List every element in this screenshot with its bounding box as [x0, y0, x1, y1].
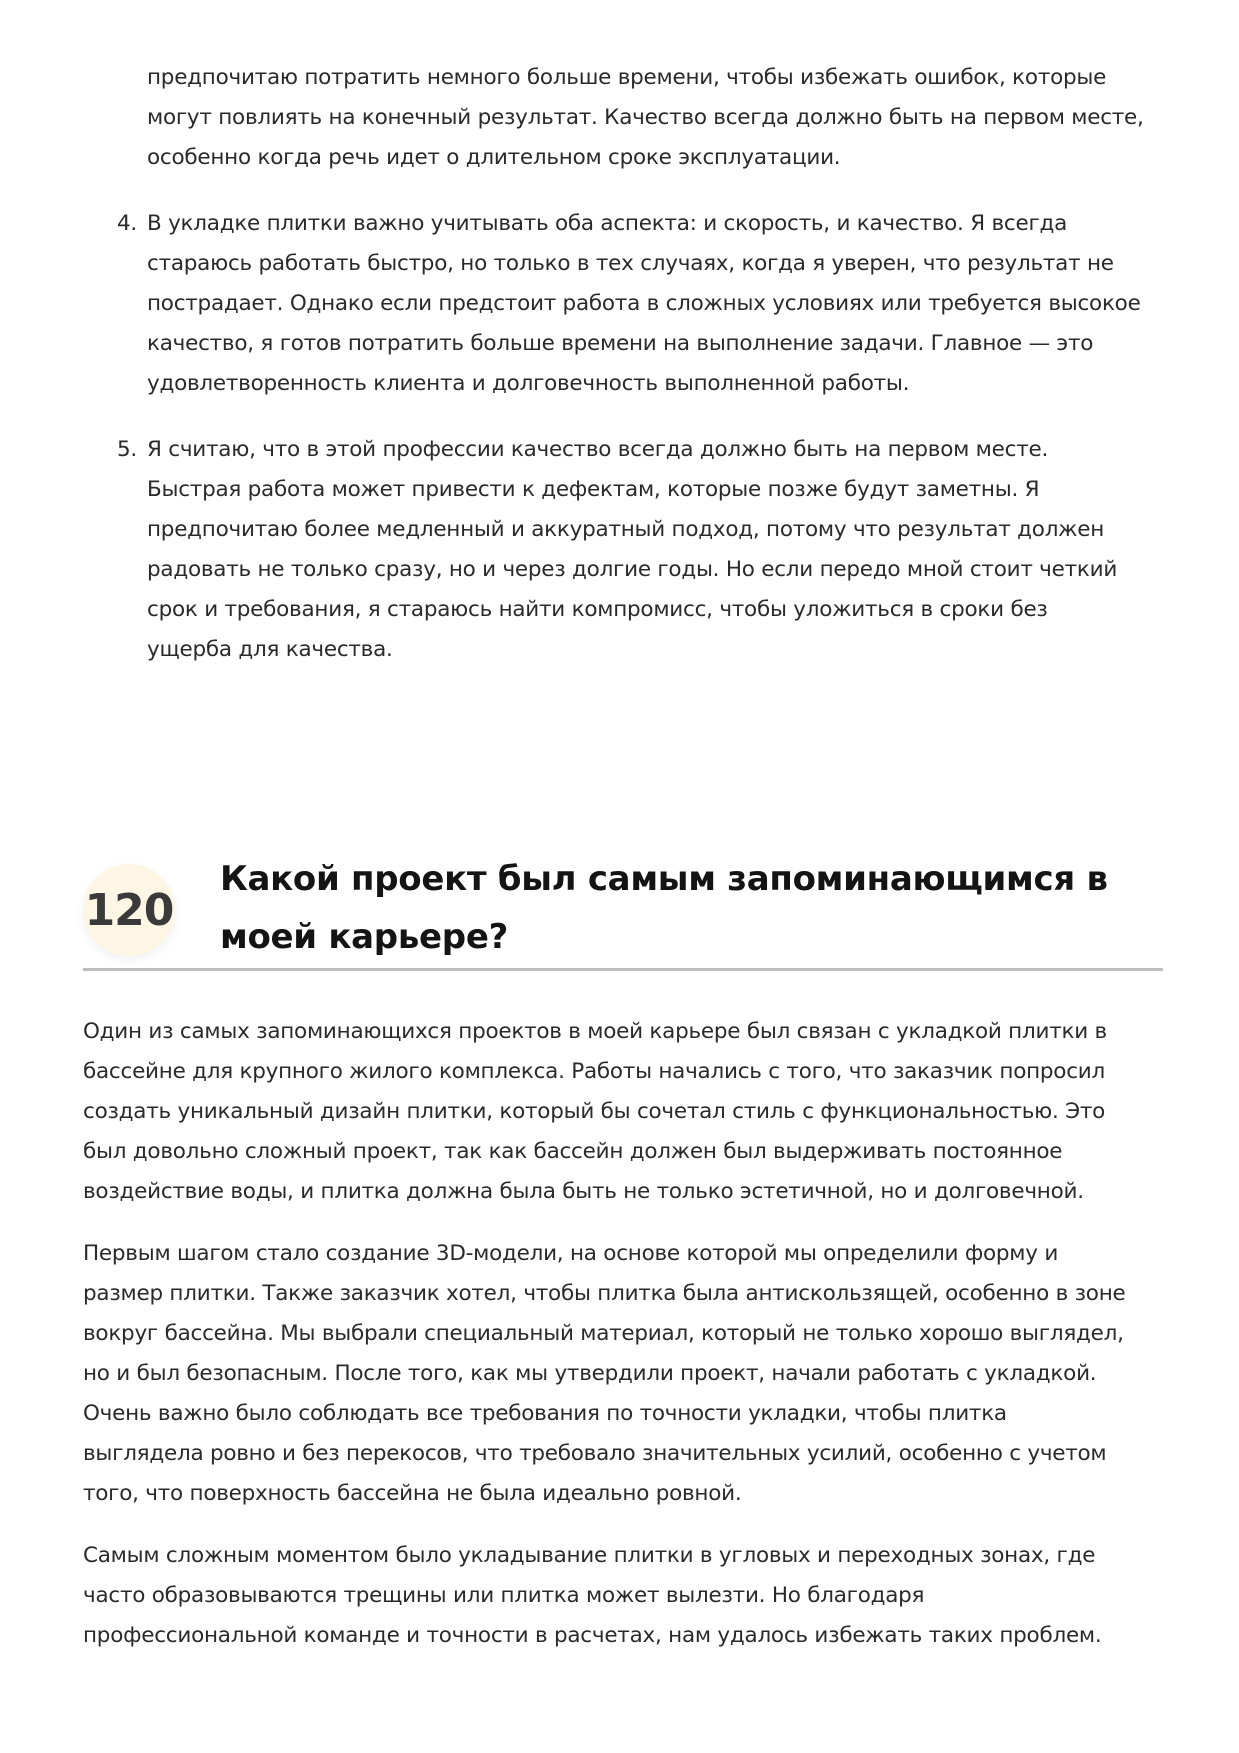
paragraph-1	[83, 1012, 1173, 1212]
list-number: 5.	[117, 437, 138, 462]
section-header	[83, 840, 1163, 972]
text-line: создать уникальный дизайн плитки, который бы сочетал стиль с функциональностью. Это	[83, 1099, 1106, 1124]
text-line: Я считаю, что в этой профессии качество всегда должно быть на первом месте.	[147, 437, 1049, 462]
text-line: но и был безопасным. После того, как мы утвердили проект, начали работать с укладкой.	[83, 1361, 1097, 1386]
section-number-badge: 120	[83, 864, 175, 956]
title-line: Какой проект был самым запоминающимся в	[220, 859, 1108, 899]
text-line: бассейне для крупного жилого комплекса. Работы начались с того, что заказчик попросил	[83, 1059, 1105, 1084]
section-title	[220, 850, 1150, 966]
text-line: Один из самых запоминающихся проектов в моей карьере был связан с укладкой плитки в	[83, 1019, 1107, 1044]
text-line: профессиональной команде и точности в расчетах, нам удалось избежать таких проблем.	[83, 1623, 1102, 1648]
list-item-5	[100, 430, 1160, 670]
text-line: предпочитаю более медленный и аккуратный подход, потому что результат должен	[147, 517, 1105, 542]
section-body	[83, 1012, 1173, 1678]
text-line: качество, я готов потратить больше времени на выполнение задачи. Главное — это	[147, 331, 1094, 356]
text-line: Быстрая работа может привести к дефектам, которые позже будут заметны. Я	[147, 477, 1040, 502]
text-line: предпочитаю потратить немного больше времени, чтобы избежать ошибок, которые	[147, 65, 1107, 90]
text-line: особенно когда речь идет о длительном сроке эксплуатации.	[147, 145, 841, 170]
text-line: вокруг бассейна. Мы выбрали специальный материал, который не только хорошо выглядел,	[83, 1321, 1124, 1346]
text-line: радовать не только сразу, но и через долгие годы. Но если передо мной стоит четкий	[147, 557, 1118, 582]
text-line: Самым сложным моментом было укладывание плитки в угловых и переходных зонах, где	[83, 1543, 1096, 1568]
list-number: 4.	[117, 211, 138, 236]
text-line: Первым шагом стало создание 3D-модели, на основе которой мы определили форму и	[83, 1241, 1059, 1266]
text-line: могут повлиять на конечный результат. Качество всегда должно быть на первом месте,	[147, 105, 1144, 130]
text-line: пострадает. Однако если предстоит работа в сложных условиях или требуется высокое	[147, 291, 1141, 316]
text-line: удовлетворенность клиента и долговечность выполненной работы.	[147, 371, 910, 396]
text-line: выглядела ровно и без перекосов, что требовало значительных усилий, особенно с учетом	[83, 1441, 1107, 1466]
answer-list	[100, 58, 1160, 696]
text-line: ущерба для качества.	[147, 637, 393, 662]
paragraph-2	[83, 1234, 1173, 1514]
list-item-continuation	[100, 58, 1160, 178]
paragraph-3	[83, 1536, 1173, 1656]
text-line: стараюсь работать быстро, но только в тех случаях, когда я уверен, что результат не	[147, 251, 1114, 276]
text-line: В укладке плитки важно учитывать оба аспекта: и скорость, и качество. Я всегда	[147, 211, 1068, 236]
text-line: воздействие воды, и плитка должна была быть не только эстетичной, но и долговечной.	[83, 1179, 1084, 1204]
section-divider	[83, 968, 1163, 971]
text-line: часто образовываются трещины или плитка может вылезти. Но благодаря	[83, 1583, 925, 1608]
text-line: размер плитки. Также заказчик хотел, чтобы плитка была антискользящей, особенно в зоне	[83, 1281, 1126, 1306]
title-line: моей карьере?	[220, 917, 509, 957]
text-line: был довольно сложный проект, так как бассейн должен был выдерживать постоянное	[83, 1139, 1063, 1164]
text-line: срок и требования, я стараюсь найти компромисс, чтобы уложиться в сроки без	[147, 597, 1048, 622]
list-item-4	[100, 204, 1160, 404]
text-line: Очень важно было соблюдать все требования по точности укладки, чтобы плитка	[83, 1401, 1007, 1426]
text-line: того, что поверхность бассейна не была идеально ровной.	[83, 1481, 742, 1506]
